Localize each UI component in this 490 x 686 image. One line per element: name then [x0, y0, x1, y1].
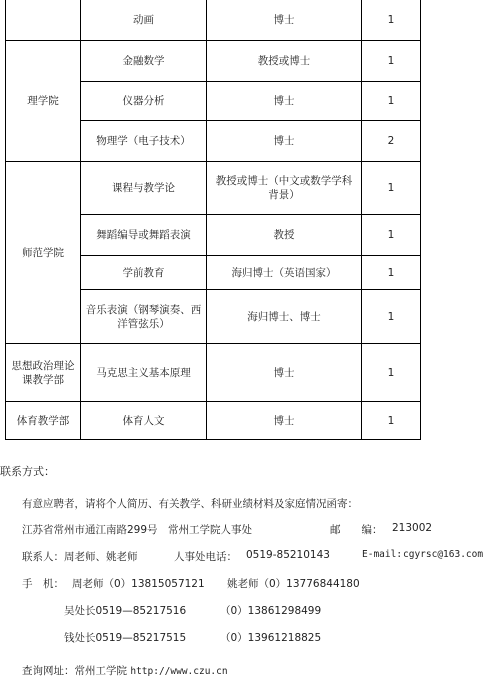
- recruitment-table: [5, 0, 421, 440]
- degree-cell: 教授或博士（中文或数学学科背景）: [207, 162, 362, 215]
- count-cell: 1: [362, 82, 421, 121]
- degree-cell: 海归博士、博士: [207, 290, 362, 344]
- wu-office: 吴处长0519—85217516: [64, 605, 187, 617]
- discipline-cell: 舞蹈编导或舞蹈表演: [81, 215, 207, 256]
- discipline-cell: 动画: [81, 0, 207, 41]
- address-line: [22, 522, 433, 537]
- website-link[interactable]: http://www.czu.cn: [130, 666, 228, 677]
- count-cell: 1: [362, 344, 421, 402]
- table-row: [6, 402, 421, 440]
- mobile-label: 手 机：: [22, 578, 64, 590]
- discipline-cell: 金融数学: [81, 41, 207, 82]
- phone-value: 0519-85210143: [246, 549, 330, 561]
- degree-cell: 博士: [207, 402, 362, 440]
- email-link[interactable]: cgyrsc@163.com: [403, 549, 484, 560]
- college-cell: 体育教学部: [6, 402, 81, 440]
- table-row: [6, 162, 421, 215]
- discipline-cell: 体育人文: [81, 402, 207, 440]
- count-cell: 1: [362, 290, 421, 344]
- postcode-label: 邮 编：: [330, 524, 383, 536]
- qian-office: 钱处长0519—85217515: [64, 632, 187, 644]
- count-cell: 2: [362, 121, 421, 162]
- mobile-zhou: 周老师（0）13815057121: [72, 578, 205, 590]
- table-row: [6, 344, 421, 402]
- college-cell: 思想政治理论课教学部: [6, 344, 81, 402]
- discipline-cell: 课程与教学论: [81, 162, 207, 215]
- wu-mobile: （0）13861298499: [220, 605, 322, 617]
- degree-cell: 博士: [207, 121, 362, 162]
- contacts-label: 联系人：周老师、姚老师: [22, 551, 138, 563]
- college-cell: 理学院: [6, 41, 81, 162]
- phone-label: 人事处电话：: [174, 551, 237, 563]
- table-row: [6, 41, 421, 82]
- count-cell: 1: [362, 41, 421, 82]
- address-text: 江苏省常州市通江南路299号 常州工学院人事处: [22, 524, 253, 536]
- postcode-value: 213002: [392, 522, 433, 534]
- website-line: [22, 663, 228, 678]
- qian-mobile: （0）13961218825: [220, 632, 322, 644]
- website-label: 查询网址：常州工学院: [22, 665, 127, 677]
- count-cell: 1: [362, 0, 421, 41]
- contact-intro: 有意应聘者，请将个人简历、有关教学、科研业绩材料及家庭情况函寄：: [22, 498, 358, 510]
- count-cell: 1: [362, 402, 421, 440]
- wu-line: [64, 603, 322, 618]
- count-cell: 1: [362, 162, 421, 215]
- discipline-cell: 仪器分析: [81, 82, 207, 121]
- mobile-yao: 姚老师（0）13776844180: [227, 578, 360, 590]
- degree-cell: 教授: [207, 215, 362, 256]
- contacts-line: [22, 549, 484, 564]
- mobile-line: [22, 576, 360, 591]
- discipline-cell: 马克思主义基本原理: [81, 344, 207, 402]
- college-cell: [6, 0, 81, 41]
- discipline-cell: 物理学（电子技术）: [81, 121, 207, 162]
- degree-cell: 博士: [207, 82, 362, 121]
- discipline-cell: 音乐表演（钢琴演奏、西洋管弦乐）: [81, 290, 207, 344]
- college-cell: 师范学院: [6, 162, 81, 344]
- count-cell: 1: [362, 215, 421, 256]
- degree-cell: 海归博士（英语国家）: [207, 256, 362, 290]
- degree-cell: 教授或博士: [207, 41, 362, 82]
- table-row: [6, 0, 421, 41]
- count-cell: 1: [362, 256, 421, 290]
- degree-cell: 博士: [207, 0, 362, 41]
- discipline-cell: 学前教育: [81, 256, 207, 290]
- qian-line: [64, 630, 322, 645]
- degree-cell: 博士: [207, 344, 362, 402]
- email-label: E-mail:: [362, 549, 403, 560]
- contact-heading: 联系方式：: [0, 465, 55, 478]
